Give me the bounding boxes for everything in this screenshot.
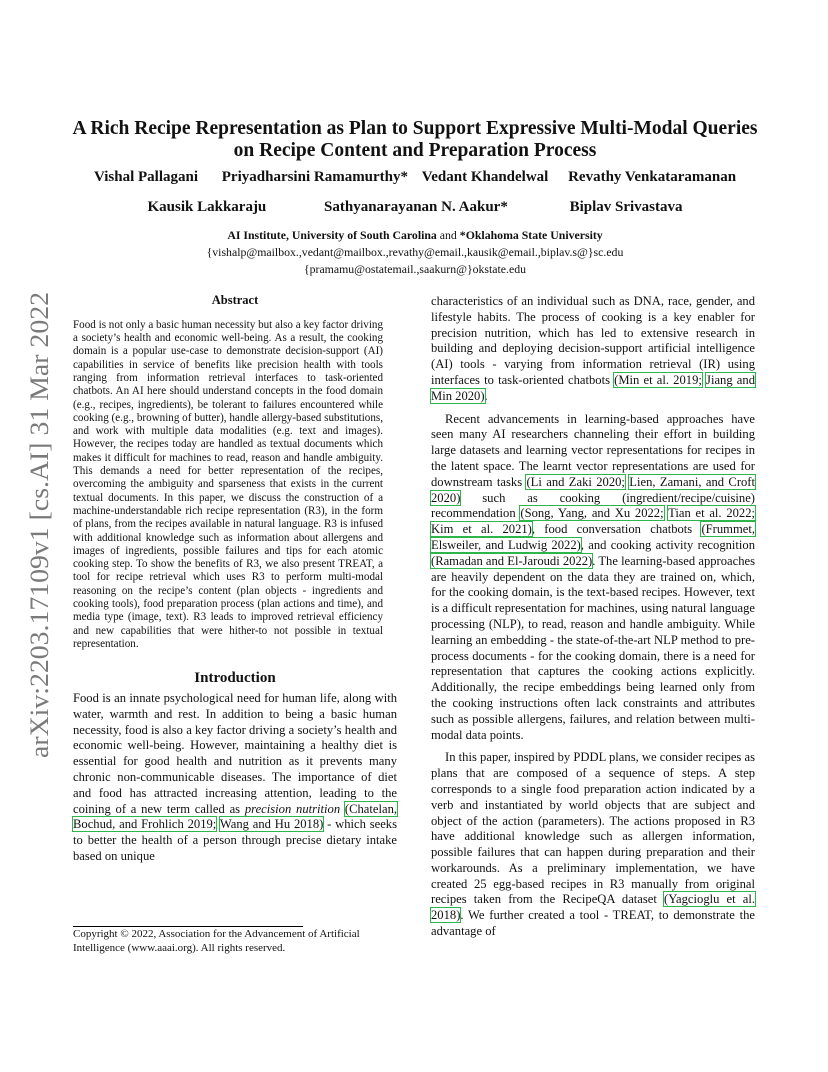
affiliation-1: AI Institute, University of South Carolina	[227, 228, 437, 242]
citation-link[interactable]: (Li and Zaki 2020;	[526, 474, 625, 489]
citation-link[interactable]: Lien, Zamani, and Croft 2020)	[431, 474, 755, 505]
citation-link[interactable]: (Chatelan, Bochud, and Frohlich 2019;	[73, 801, 398, 832]
left-column	[73, 293, 397, 865]
author-name: Priyadharsini Ramamurthy*	[221, 169, 409, 185]
email-line-1: {vishalp@mailbox.,vedant@mailbox.,revathy@email.,kausik@email.,biplav.s@}sc.edu	[206, 245, 624, 259]
email-line-2: {pramamu@ostatemail.,saakurn@}okstate.edu	[303, 262, 527, 276]
author-name: Vishal Pallagani	[93, 169, 199, 185]
citation-link[interactable]: Jiang and Min 2020)	[431, 372, 755, 403]
right-paragraph-1: characteristics of an individual such as DNA, race, gender, and lifestyle habits. The process of cooking is a key enabler for precision nutrition, which has led to extensive research in building and deploying decision-support artificial intelligence (AI) tools - varying from information retrieval (IR) using interfaces to task-oriented chatbots (Min et al. 2019; Jiang and Min 2020).	[431, 294, 755, 403]
paper-title: A Rich Recipe Representation as Plan to Support Expressive Multi-Modal Queries on Recipe Content and Preparation Process	[72, 118, 758, 161]
term-precision-nutrition: precision nutrition	[244, 801, 341, 816]
citation-link[interactable]: Tian et al. 2022;	[668, 506, 756, 521]
author-name: Kausik Lakkaraju	[147, 199, 267, 215]
right-paragraph-3: In this paper, inspired by PDDL plans, we consider recipes as plans that are composed of a sequence of steps. A step corresponds to a single food preparation action indicated by a verb and instantiated by world objects that are subject and object of the action (parameters). The actions proposed in R3 have additional knowledge such as allergen information, possible failures that can happen during preparation and their workarounds. As a preliminary implementation, we have created 25 egg-based recipes in R3 manually from original recipes taken from the RecipeQA dataset (Yagcioglu et al. 2018). We further created a tool - TREAT, to demonstrate the advantage of	[431, 750, 755, 939]
author-name: Sathyanarayanan N. Aakur*	[324, 199, 508, 215]
author-row-1	[60, 169, 770, 186]
author-name: Revathy Venkataramanan	[568, 169, 737, 185]
citation-link[interactable]: (Yagcioglu et al. 2018)	[431, 892, 755, 923]
author-name: Biplav Srivastava	[569, 199, 683, 215]
intro-paragraph-1: Food is an innate psychological need for human life, along with water, warmth and rest. In addition to being a basic human necessity, food is also a key factor driving a society’s health and economic well-being. However, maintaining a healthy diet is essential for good health and nutrition as it prevents many chronic non-communicable diseases. The importance of diet and food has attracted increasing attention, leading to the coining of a new term called as precision nutrition (Chatelan, Bochud, and Frohlich 2019; Wang and Hu 2018) - which seeks to better the health of a person through precise dietary intake based on unique	[73, 691, 398, 863]
copyright-footnote: Copyright © 2022, Association for the Advancement of Artificial Intelligence (www.aaai.org). All rights reserved.	[73, 928, 360, 954]
affiliations	[60, 227, 770, 278]
author-name: Vedant Khandelwal	[421, 169, 549, 185]
author-row-2	[60, 199, 770, 216]
citation-link[interactable]: (Ramadan and El-Jaroudi 2022)	[431, 553, 593, 568]
footnote-divider	[73, 926, 303, 927]
citation-link[interactable]: (Frummet, Elsweiler, and Ludwig 2022)	[431, 522, 755, 552]
citation-link[interactable]: (Min et al. 2019;	[614, 372, 702, 387]
abstract-heading: Abstract	[211, 293, 259, 307]
arxiv-identifier-stamp	[18, 290, 60, 760]
introduction-heading: Introduction	[194, 670, 276, 687]
affiliation-2: *Oklahoma State University	[459, 228, 603, 242]
right-paragraph-2: Recent advancements in learning-based approaches have seen many AI researchers channeling their effort in building large datasets and learning vector representations for recipes in the latent space. The learnt vector representations are used for downstream tasks (Li and Zaki 2020; Lien, Zamani, and Croft 2020) such as cooking (ingredient/recipe/cuisine) recommendation (Song, Yang, and Xu 2022; Tian et al. 2022; Kim et al. 2021), food conversation chatbots (Frummet, Elsweiler, and Ludwig 2022), and cooking activity recognition (Ramadan and El-Jaroudi 2022). The learning-based approaches are heavily dependent on the data they are trained on, which, for the cooking domain, is the text-based recipes. However, text is a difficult representation for machines, using natural language processing (NLP), to read, reason and handle ambiguity. While learning an embedding - the state-of-the-art NLP method to pre-process documents - for the cooking domain, there is a need for representation that captures the cooking actions explicitly. Additionally, the recipe embeddings being learned only from the cooking instructions often lack constraints and attributes such as possible allergens, failures, and relation between multi-modal data points.	[431, 411, 756, 742]
abstract-text: Food is not only a basic human necessity but also a key factor driving a society’s health and economic well-being. As a result, the cooking domain is a popular use-case to demonstrate decision-support (AI) capabilities in service of benefits like precision health with tools ranging from information retrieval interfaces to task-oriented chatbots. An AI here should understand concepts in the food domain (e.g., recipes, ingredients), be tolerant to failures encountered while cooking (e.g., browning of butter), handle allergy-based substitutions, and work with multiple data modalities (e.g. text and images). However, the recipes today are handled as textual documents which makes it difficult for machines to read, reason and handle ambiguity. This demands a need for better representation of the recipes, overcoming the ambiguity and sparseness that exists in the current textual documents. In this paper, we discuss the construction of a machine-understandable rich recipe representation (R3), in the form of plans, from the recipes available in natural language. R3 is infused with additional knowledge such as information about allergens and images of ingredients, possible failures and tips for each atomic cooking step. To show the benefits of R3, we also present TREAT, a tool for recipe retrieval which uses R3 to perform multi-modal reasoning on the recipe’s content (plan objects - ingredients and cooking tools), food preparation process (plan actions and time), and media type (image, text). R3 leads to improved retrieval efficiency and new capabilities that were hither-to not possible in textual representation.	[73, 318, 383, 650]
right-column	[431, 294, 755, 940]
affiliation-and: and	[439, 228, 457, 242]
citation-link[interactable]: Kim et al. 2021)	[431, 522, 532, 537]
arxiv-stamp-text: arXiv:2203.17109v1 [cs.AI] 31 Mar 2022	[25, 321, 54, 758]
citation-link[interactable]: (Song, Yang, and Xu 2022;	[520, 506, 664, 521]
citation-link[interactable]: Wang and Hu 2018)	[219, 817, 324, 832]
